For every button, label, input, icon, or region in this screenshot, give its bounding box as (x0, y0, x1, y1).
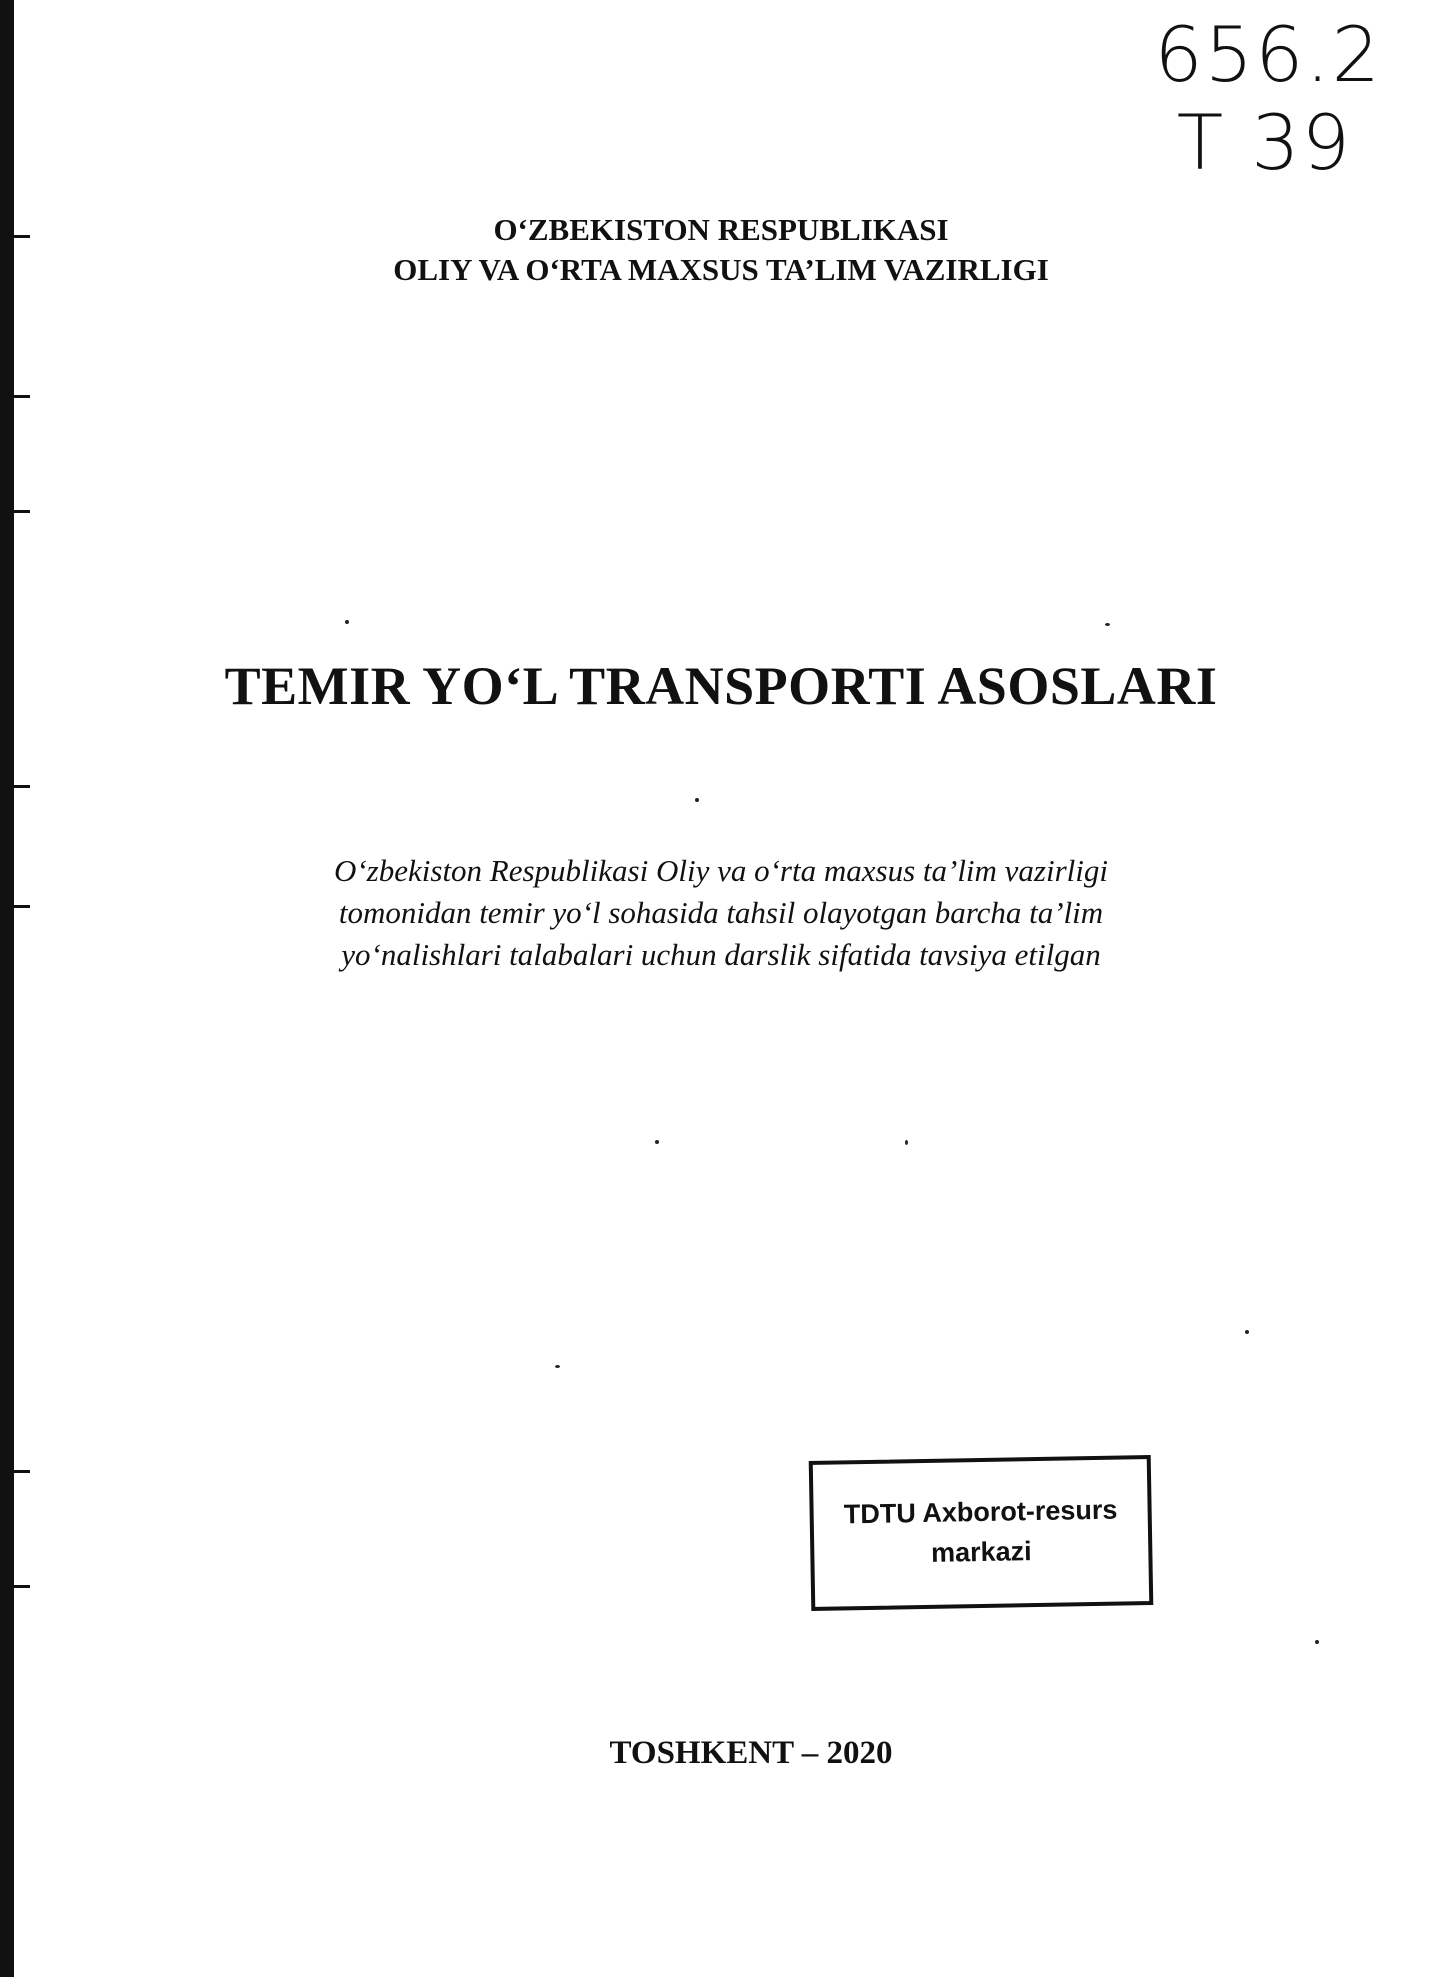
scan-speck (345, 620, 349, 624)
shelf-mark-author-code: T 39 (1176, 98, 1352, 187)
stamp-line-1: TDTU Axborot-resurs (843, 1494, 1118, 1530)
scan-speck (555, 1365, 560, 1368)
recommendation-line-1: O‘zbekiston Respublikasi Oliy va o‘rta maxsus ta’lim vazirligi (333, 853, 1109, 888)
binding-mark (0, 1585, 30, 1588)
scan-binding-edge (0, 0, 14, 1977)
library-stamp (809, 1455, 1154, 1611)
imprint-city-year: TOSHKENT – 2020 (609, 1735, 893, 1771)
scan-speck (1105, 623, 1110, 626)
binding-mark (0, 510, 30, 513)
book-title: TEMIR YO‘L TRANSPORTI ASOSLARI (224, 656, 1218, 716)
scan-speck (695, 798, 699, 802)
shelf-mark-classification: 656.2 (1154, 10, 1382, 99)
binding-mark (0, 1470, 30, 1473)
recommendation-line-3: yo‘nalishlari talabalari uchun darslik sifatida tavsiya etilgan (341, 937, 1101, 972)
ministry-line-2: OLIY VA O‘RTA MAXSUS TA’LIM VAZIRLIGI (393, 252, 1049, 287)
scan-speck (655, 1140, 659, 1144)
scan-speck (905, 1140, 908, 1145)
binding-mark (0, 395, 30, 398)
recommendation-note (0, 850, 1442, 976)
recommendation-line-2: tomonidan temir yo‘l sohasida tahsil olayotgan barcha ta’lim (338, 895, 1104, 930)
binding-mark (0, 785, 30, 788)
ministry-heading (0, 210, 1442, 290)
ministry-line-1: O‘ZBEKISTON RESPUBLIKASI (493, 212, 949, 247)
scan-speck (1315, 1640, 1319, 1644)
stamp-line-2: markazi (930, 1536, 1032, 1568)
scan-speck (1245, 1330, 1249, 1334)
